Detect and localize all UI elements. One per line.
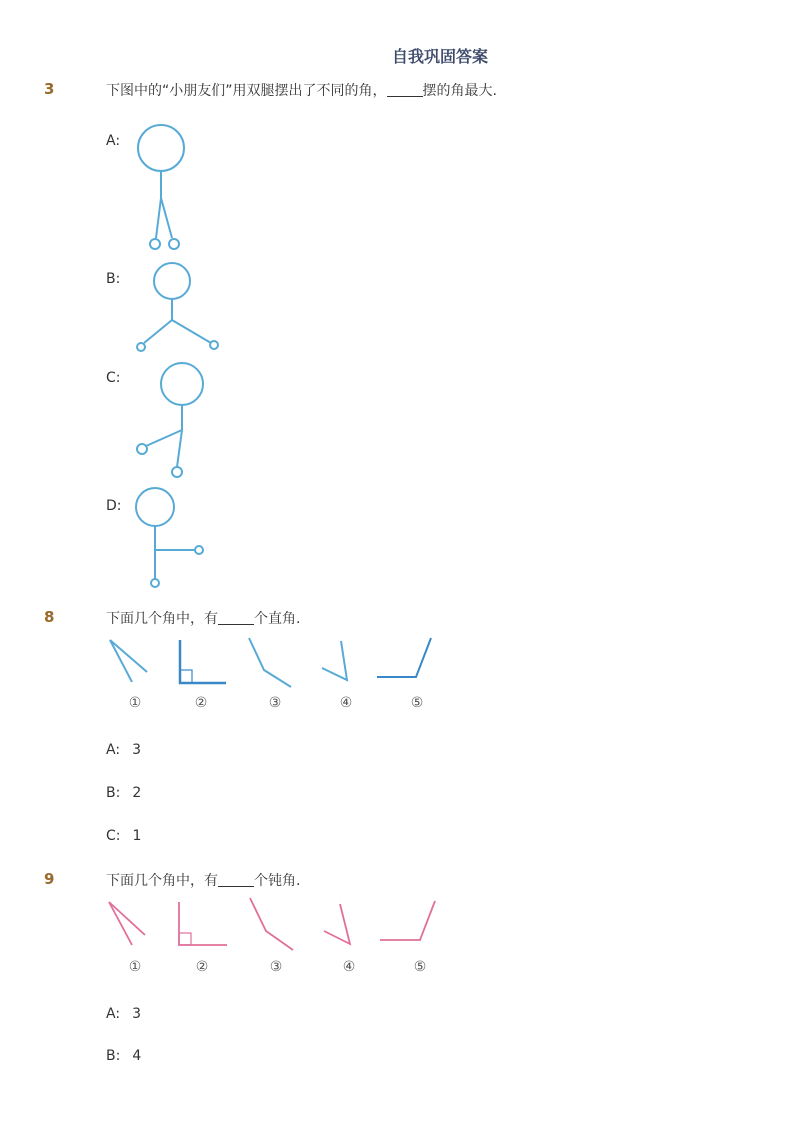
option-c[interactable] (106, 828, 141, 844)
question-3-text-before: 下图中的“小朋友们”用双腿摆出了不同的角， (106, 83, 387, 99)
stick-figure-b (132, 260, 224, 355)
page-title: 自我巩固答案 (391, 47, 488, 66)
question-9-text-before: 下面几个角中，有 (106, 873, 218, 889)
angle-1 (109, 902, 145, 945)
option-value: 3 (132, 742, 141, 758)
option-value: 3 (132, 1006, 141, 1022)
option-value: 4 (132, 1048, 142, 1064)
angle-label-4: ④ (342, 959, 356, 975)
option-d-label: D: (106, 498, 122, 514)
angle-2-right-angle (180, 640, 226, 683)
question-number-8: 8 (44, 608, 55, 626)
option-value: 1 (132, 828, 142, 844)
option-b[interactable] (106, 785, 141, 801)
option-a-label: A: (106, 133, 121, 149)
angle-label-1: ① (128, 695, 142, 711)
angle-2-right-angle (179, 902, 227, 945)
angle-3 (250, 898, 293, 950)
option-label: B: (106, 785, 121, 801)
question-8-text-before: 下面几个角中，有 (106, 611, 218, 627)
question-9-text (106, 870, 300, 890)
stick-figure-d (132, 486, 212, 590)
option-b-label: B: (106, 271, 121, 287)
angle-label-2: ② (195, 959, 209, 975)
question-3-text-after: 摆的角最大. (422, 83, 497, 99)
option-c-label: C: (106, 370, 121, 386)
answer-blank[interactable] (387, 82, 423, 97)
question-8-text-after: 个直角. (254, 611, 301, 627)
angle-4 (322, 641, 347, 680)
angle-label-3: ③ (268, 695, 282, 711)
angle-label-1: ① (128, 959, 142, 975)
question-number-9: 9 (44, 870, 55, 888)
option-value: 2 (132, 785, 142, 801)
angle-5 (377, 638, 431, 677)
angle-label-5: ⑤ (413, 959, 427, 975)
angle-1 (110, 640, 147, 682)
angle-figures-q8 (100, 630, 450, 690)
option-label: C: (106, 828, 121, 844)
option-b[interactable] (106, 1048, 141, 1064)
angle-label-2: ② (194, 695, 208, 711)
option-a[interactable] (106, 1006, 141, 1022)
angle-figures-q9 (100, 893, 450, 953)
angle-label-4: ④ (339, 695, 353, 711)
answer-blank[interactable] (218, 610, 254, 625)
option-label: A: (106, 1006, 121, 1022)
angle-4 (324, 904, 350, 944)
angle-5 (380, 901, 435, 940)
angle-label-5: ⑤ (410, 695, 424, 711)
question-9-text-after: 个钝角. (254, 873, 301, 889)
option-label: B: (106, 1048, 121, 1064)
stick-figure-a (130, 120, 200, 255)
question-3-text (106, 80, 497, 100)
answer-blank[interactable] (218, 872, 254, 887)
question-number-3: 3 (44, 80, 55, 98)
question-8-text (106, 608, 300, 628)
angle-3 (249, 638, 291, 687)
stick-figure-c (132, 360, 212, 482)
angle-label-3: ③ (269, 959, 283, 975)
option-label: A: (106, 742, 121, 758)
option-a[interactable] (106, 742, 141, 758)
